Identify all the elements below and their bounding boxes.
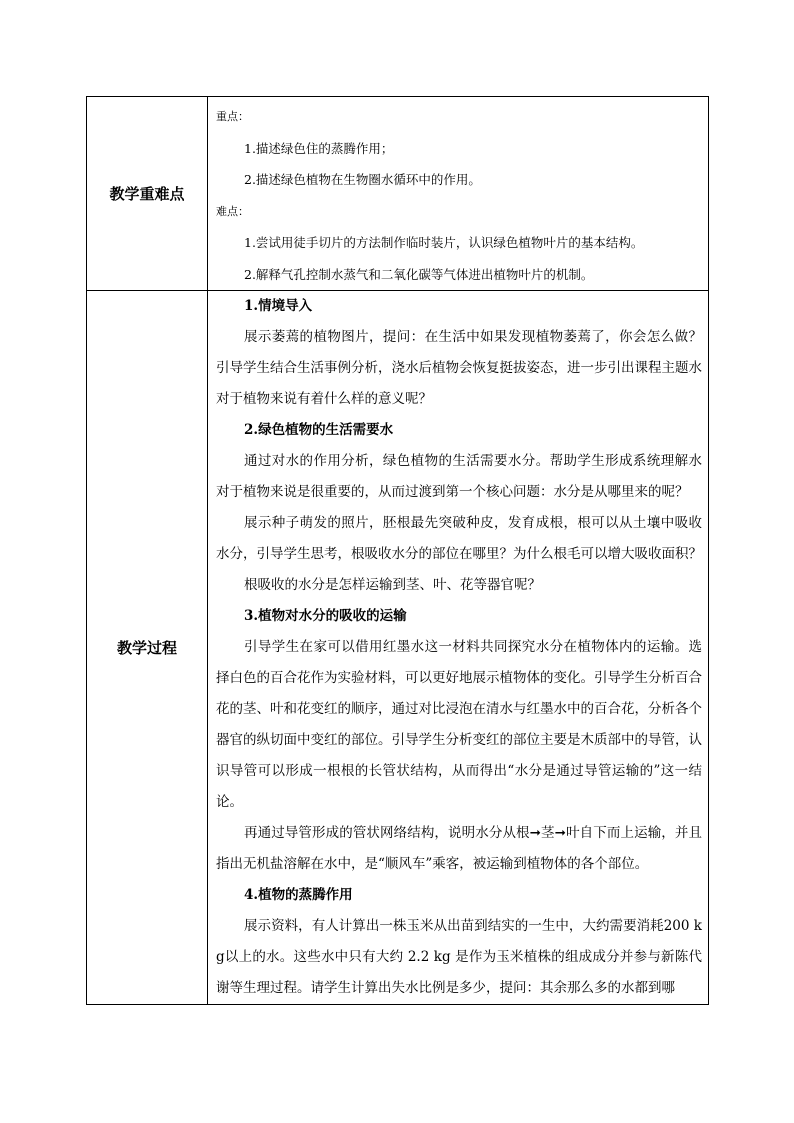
row-label-cell bbox=[87, 291, 208, 1005]
section-title: 1.情境导入 bbox=[244, 298, 313, 314]
table-row-process bbox=[87, 291, 709, 1005]
table-row-key-difficult bbox=[87, 97, 709, 291]
key-point-item: 2.描述绿色植物在生物圈水循环中的作用。 bbox=[244, 172, 481, 187]
paragraph: 展示资料，有人计算出一株玉米从出苗到结实的一生中，大约需要消耗200 kg以上的水。这些水中只有大约 2.2 kg 是作为玉米植株的组成成分并参与新陈代谢等生理过程。请学生计算出失水比例是多少，提问：其余那么多的水都到哪 bbox=[216, 918, 702, 996]
section-title: 4.植物的蒸腾作用 bbox=[244, 887, 353, 903]
paragraph: 展示萎蔫的植物图片，提问：在生活中如果发现植物萎蔫了，你会怎么做？引导学生结合生活事例分析，浇水后植物会恢复挺拔姿态，进一步引出课程主题水对于植物来说有着什么样的意义呢？ bbox=[216, 329, 702, 407]
paragraph: 根吸收的水分是怎样运输到茎、叶、花等器官呢？ bbox=[244, 577, 541, 593]
paragraph: 展示种子萌发的照片，胚根最先突破种皮，发育成根，根可以从土壤中吸收水分，引导学生思考，根吸收水分的部位在哪里？为什么根毛可以增大吸收面积？ bbox=[216, 515, 702, 562]
lesson-plan-table bbox=[86, 96, 709, 1005]
difficult-point-item: 1.尝试用徒手切片的方法制作临时装片，认识绿色植物叶片的基本结构。 bbox=[244, 235, 644, 250]
row-label-process: 教学过程 bbox=[116, 639, 177, 657]
row-label-cell bbox=[87, 97, 208, 291]
key-points-heading: 重点： bbox=[216, 110, 249, 123]
key-difficult-content bbox=[208, 97, 709, 291]
section-title: 3.植物对水分的吸收的运输 bbox=[244, 608, 407, 624]
key-point-item: 1.描述绿色住的蒸腾作用； bbox=[244, 140, 394, 156]
row-label-key-difficult: 教学重难点 bbox=[109, 185, 185, 203]
difficult-points-heading: 难点： bbox=[216, 204, 249, 218]
section-title: 2.绿色植物的生活需要水 bbox=[244, 422, 394, 438]
paragraph: 再通过导管形成的管状网络结构，说明水分从根➞茎➞叶自下而上运输，并且指出无机盐溶解在水中，是“顺风车”乘客，被运输到植物体的各个部位。 bbox=[216, 825, 702, 872]
paragraph: 通过对水的作用分析，绿色植物的生活需要水分。帮助学生形成系统理解水对于植物来说是很重要的，从而过渡到第一个核心问题：水分是从哪里来的呢？ bbox=[216, 453, 702, 500]
paragraph: 引导学生在家可以借用红墨水这一材料共同探究水分在植物体内的运输。选择白色的百合花作为实验材料，可以更好地展示植物体的变化。引导学生分析百合花的茎、叶和花变红的顺序，通过对比浸泡在清水与红墨水中的百合花，分析各个器官的纵切面中变红的部位。引导学生分析变红的部位主要是木质部中的导管，认识导管可以形成一根根的长管状结构，从而得出“水分是通过导管运输的”这一结论。 bbox=[216, 639, 702, 810]
difficult-point-item: 2.解释气孔控制水蒸气和二氧化碳等气体进出植物叶片的机制。 bbox=[244, 266, 594, 282]
process-content bbox=[208, 291, 709, 1005]
